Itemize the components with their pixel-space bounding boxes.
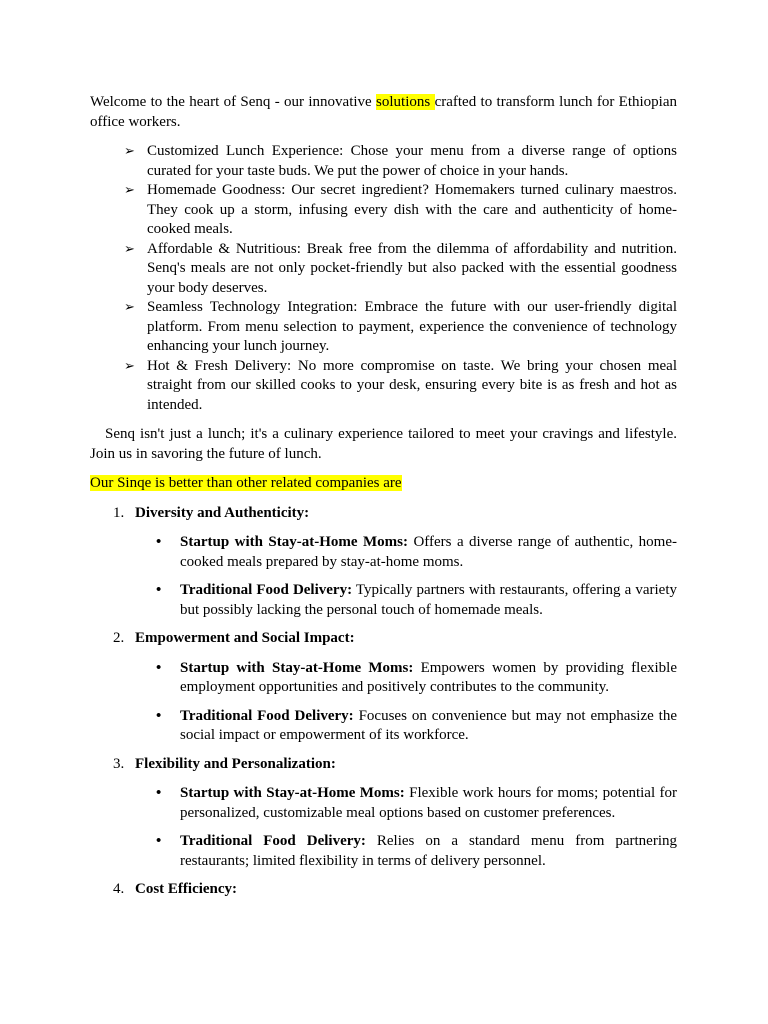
feature-list xyxy=(90,142,677,415)
arrow-bullet-icon: ➢ xyxy=(124,144,135,159)
section-number: 4. xyxy=(113,881,125,897)
section-title: Diversity and Authenticity: xyxy=(135,504,310,521)
document-page xyxy=(90,93,677,900)
arrow-bullet-icon: ➢ xyxy=(124,358,135,374)
intro-text-after: crafted to transform lunch for Ethiopian office workers. xyxy=(90,94,677,130)
section-points xyxy=(90,533,677,620)
comparison-section xyxy=(90,504,677,621)
intro-text-before: Welcome to the heart of Senq - our innovative xyxy=(90,94,377,110)
comparison-section xyxy=(90,755,677,872)
comparison-heading xyxy=(90,474,677,494)
section-points xyxy=(90,659,677,746)
list-item xyxy=(90,784,677,823)
point-text: Empowers women by providing flexible employment opportunities and positively contributes to the community. xyxy=(180,659,677,695)
bullet-dot-icon: • xyxy=(156,785,162,801)
feature-text: Affordable & Nutritious: Break free from the dilemma of affordability and nutrition. Senq's meals are not only pocket-friendly but also packed with the essential goodness your body deserves. xyxy=(147,240,677,296)
point-text: Focuses on convenience but may not emphasize the social impact or empowerment of its workforce. xyxy=(180,707,678,743)
comparison-list xyxy=(90,504,677,900)
arrow-bullet-icon: ➢ xyxy=(124,241,135,257)
point-text: Flexible work hours for moms; potential for personalized, customizable meal options based on customer preferences. xyxy=(180,785,677,821)
point-label: Startup with Stay-at-Home Moms: xyxy=(180,659,414,676)
comparison-heading-text: Our Sinqe is better than other related companies are xyxy=(90,475,402,491)
feature-item xyxy=(90,181,677,240)
section-number: 1. xyxy=(113,504,125,521)
list-item xyxy=(90,581,677,620)
bullet-dot-icon: • xyxy=(156,833,162,849)
section-title: Cost Efficiency: xyxy=(135,881,238,897)
section-number: 2. xyxy=(113,630,125,646)
closing-paragraph: Senq isn't just a lunch; it's a culinary experience tailored to meet your cravings and lifestyle. Join us in savoring the future of lunch. xyxy=(90,426,677,462)
point-text: Relies on a standard menu from partnering restaurants; limited flexibility in terms of delivery personnel. xyxy=(180,833,678,869)
feature-item xyxy=(90,357,677,416)
arrow-bullet-icon: ➢ xyxy=(124,183,135,198)
arrow-bullet-icon: ➢ xyxy=(124,300,135,315)
point-label: Startup with Stay-at-Home Moms: xyxy=(180,785,405,801)
feature-text: Homemade Goodness: Our secret ingredient? Homemakers turned culinary maestros. They cook up a storm, infusing every dish with the care and authenticity of home-cooked meals. xyxy=(147,182,677,237)
bullet-dot-icon: • xyxy=(156,659,162,676)
section-number: 3. xyxy=(113,755,125,772)
intro-paragraph xyxy=(90,93,677,132)
feature-text: Hot & Fresh Delivery: No more compromise on taste. We bring your chosen meal straight from our skilled cooks to your desk, ensuring every bite is as fresh and hot as intended. xyxy=(147,357,677,413)
comparison-section xyxy=(90,629,677,746)
bullet-dot-icon: • xyxy=(156,582,162,598)
point-text: Offers a diverse range of authentic, home-cooked meals prepared by stay-at-home moms. xyxy=(180,534,678,570)
comparison-section xyxy=(90,880,677,900)
list-item xyxy=(90,832,677,871)
point-text: Typically partners with restaurants, offering a variety but possibly lacking the personal touch of homemade meals. xyxy=(180,582,677,618)
list-item xyxy=(90,707,677,746)
section-title: Empowerment and Social Impact: xyxy=(135,630,355,646)
point-label: Traditional Food Delivery: xyxy=(180,582,353,598)
section-title: Flexibility and Personalization: xyxy=(135,755,336,772)
bullet-dot-icon: • xyxy=(156,707,162,724)
list-item xyxy=(90,659,677,698)
feature-item xyxy=(90,142,677,181)
feature-item xyxy=(90,298,677,357)
intro-highlight: solutions xyxy=(376,94,435,110)
feature-item xyxy=(90,240,677,299)
point-label: Startup with Stay-at-Home Moms: xyxy=(180,534,408,550)
bullet-dot-icon: • xyxy=(156,534,162,550)
point-label: Traditional Food Delivery: xyxy=(180,707,354,724)
section-points xyxy=(90,784,677,871)
list-item xyxy=(90,533,677,572)
feature-text: Seamless Technology Integration: Embrace the future with our user-friendly digital platform. From menu selection to payment, experience the convenience of technology enhancing your lunch journey. xyxy=(147,299,677,354)
feature-text: Customized Lunch Experience: Chose your menu from a diverse range of options curated for your taste buds. We put the power of choice in your hands. xyxy=(147,143,677,179)
point-label: Traditional Food Delivery: xyxy=(180,833,366,849)
